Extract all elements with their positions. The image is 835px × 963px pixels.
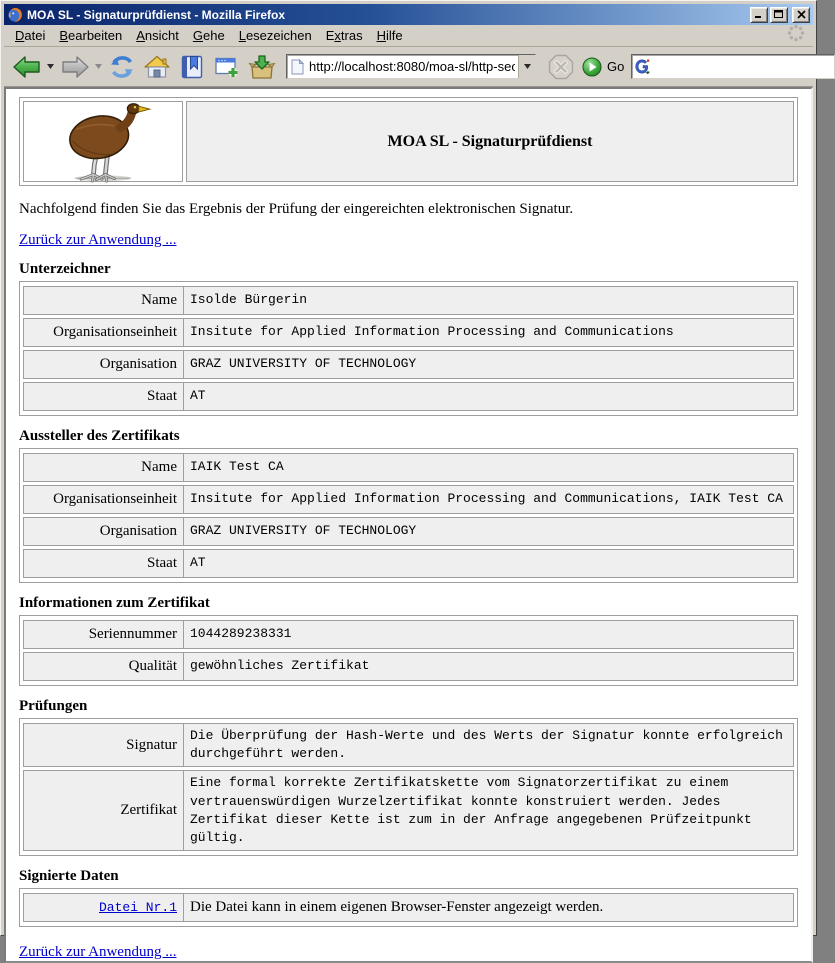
reload-icon [108,54,136,80]
go-button[interactable] [582,57,602,77]
throbber-icon [787,24,805,47]
table-aussteller-des-zertifikats [19,448,798,583]
stop-icon [548,54,574,80]
table-row [23,652,794,681]
table-row [23,893,794,922]
row-label-text: Organisation [99,523,177,539]
back-link-top-wrap [19,232,798,249]
minimize-icon [754,10,764,19]
home-button[interactable] [140,50,174,84]
table-row [23,382,794,411]
table-row [23,286,794,315]
row-label-text: Organisationseinheit [53,491,177,507]
menu-item-gehe[interactable]: Gehe [192,28,225,43]
row-value: IAIK Test CA [190,459,284,475]
row-value: AT [190,555,206,571]
row-label [24,319,184,346]
url-bar [286,54,536,79]
row-value: Isolde Bürgerin [190,292,308,308]
page-header-table [19,97,798,186]
row-label [24,653,184,680]
table-row [23,350,794,379]
section-heading-aussteller-des-zertifikats: Aussteller des Zertifikats [19,428,180,444]
downloads-icon [248,54,276,80]
row-label-text: Seriennummer [88,626,177,642]
row-value: GRAZ UNIVERSITY OF TECHNOLOGY [190,523,417,539]
forward-icon [60,54,90,80]
row-label-text: Organisation [99,356,177,372]
titlebar [4,4,813,25]
intro-text: Nachfolgend finden Sie das Ergebnis der Prüfung der eingereichten elektronischen Signatur. [19,201,574,217]
close-button[interactable] [792,7,810,23]
row-label [24,287,184,314]
row-label-text: Signatur [126,736,177,753]
new-window-icon [213,54,241,80]
back-icon [12,54,42,80]
page-icon [291,59,304,75]
table-row [23,318,794,347]
window-controls [750,7,810,23]
navigation-toolbar [4,47,813,87]
row-label-text: Name [141,292,177,308]
row-label [24,724,184,766]
section-heading-signierte-daten: Signierte Daten [19,868,119,885]
maximize-icon [774,10,784,19]
moa-bird-image [47,101,159,183]
forward-button[interactable] [57,50,93,84]
row-label [24,518,184,545]
row-value: GRAZ UNIVERSITY OF TECHNOLOGY [190,356,417,372]
google-icon[interactable] [635,59,650,74]
url-input[interactable] [306,57,518,76]
row-label-text: Qualität [128,658,177,674]
menu-item-bearbeiten[interactable]: Bearbeiten [59,28,123,43]
row-value: Die Datei kann in einem eigenen Browser-Fenster angezeigt werden. [190,899,604,916]
new-window-button[interactable] [210,50,244,84]
search-bar [631,54,835,79]
table-informationen-zum-zertifikat [19,615,798,686]
row-value: Eine formal korrekte Zertifikatskette vom Signatorzertifikat zu einem vertrauenswürdigen Wurzelzertifikat konnte konstruiert werden. Jedes Zertifikat dieser Kette ist zum in der Anfrage angegebenen Prüfzeitpunkt gültig. [190,775,752,845]
row-label [24,383,184,410]
header-image-cell [23,101,183,182]
go-icon [582,57,602,77]
back-to-application-link-top[interactable]: Zurück zur Anwendung ... [19,232,177,248]
window-title: MOA SL - Signaturprüfdienst - Mozilla Firefox [27,7,286,22]
row-label [24,486,184,513]
table-row [23,517,794,546]
bookmarks-icon [178,54,206,80]
table-row [23,723,794,767]
row-value: Insitute for Applied Information Processing and Communications, IAIK Test CA [190,491,783,507]
menu-item-hilfe[interactable]: Hilfe [376,28,403,43]
row-label-text: Staat [147,388,177,404]
row-value: Insitute for Applied Information Processing and Communications [190,324,674,340]
bookmarks-button[interactable] [175,50,209,84]
row-label [24,454,184,481]
file-link[interactable]: Datei Nr.1 [98,900,177,916]
row-value: gewöhnliches Zertifikat [190,658,370,674]
row-label-text: Staat [147,555,177,571]
table-row [23,620,794,649]
row-label [24,621,184,648]
menubar [4,25,813,47]
search-input[interactable] [652,58,832,75]
home-icon [143,54,171,80]
menu-item-lesezeichen[interactable]: Lesezeichen [238,28,312,43]
back-link-bottom-wrap [19,944,798,961]
table-signierte-daten [19,888,798,927]
url-dropdown[interactable] [518,55,535,78]
table-row [23,485,794,514]
back-to-application-link-bottom[interactable]: Zurück zur Anwendung ... [19,944,177,961]
section-heading-informationen-zum-zertifikat: Informationen zum Zertifikat [19,595,210,611]
reload-button[interactable] [105,50,139,84]
table-row [23,453,794,482]
stop-button[interactable] [545,50,577,84]
firefox-icon [7,7,23,23]
menu-item-ansicht[interactable]: Ansicht [136,28,179,43]
minimize-button[interactable] [750,7,768,23]
row-label [24,351,184,378]
row-value: AT [190,388,206,404]
row-label [24,771,184,850]
menu-item-datei[interactable]: Datei [15,28,46,43]
back-button[interactable] [9,50,45,84]
section-heading-unterzeichner: Unterzeichner [19,261,111,277]
menu-item-extras[interactable]: Extras [325,28,363,43]
section-heading-pruefungen: Prüfungen [19,698,88,714]
forward-dropdown[interactable] [93,64,104,69]
table-pruefungen [19,718,798,856]
row-label-text: Zertifikat [120,802,177,819]
table-row [23,770,794,851]
browser-content-area [4,87,813,963]
row-value: Die Überprüfung der Hash-Werte und des Werts der Signatur konnte erfolgreich durchgeführt werden. [190,728,783,762]
close-icon [797,10,806,19]
table-unterzeichner [19,281,798,416]
downloads-button[interactable] [245,50,279,84]
row-label-text: Organisationseinheit [53,324,177,340]
back-dropdown[interactable] [45,64,56,69]
page-title: MOA SL - Signaturprüfdienst [387,132,593,150]
row-value: 1044289238331 [190,626,292,642]
maximize-button[interactable] [770,7,788,23]
row-label [24,550,184,577]
table-row [23,549,794,578]
row-label-text: Name [141,459,177,475]
header-title-cell [186,101,794,182]
row-label [24,894,184,921]
go-label[interactable]: Go [607,59,625,74]
